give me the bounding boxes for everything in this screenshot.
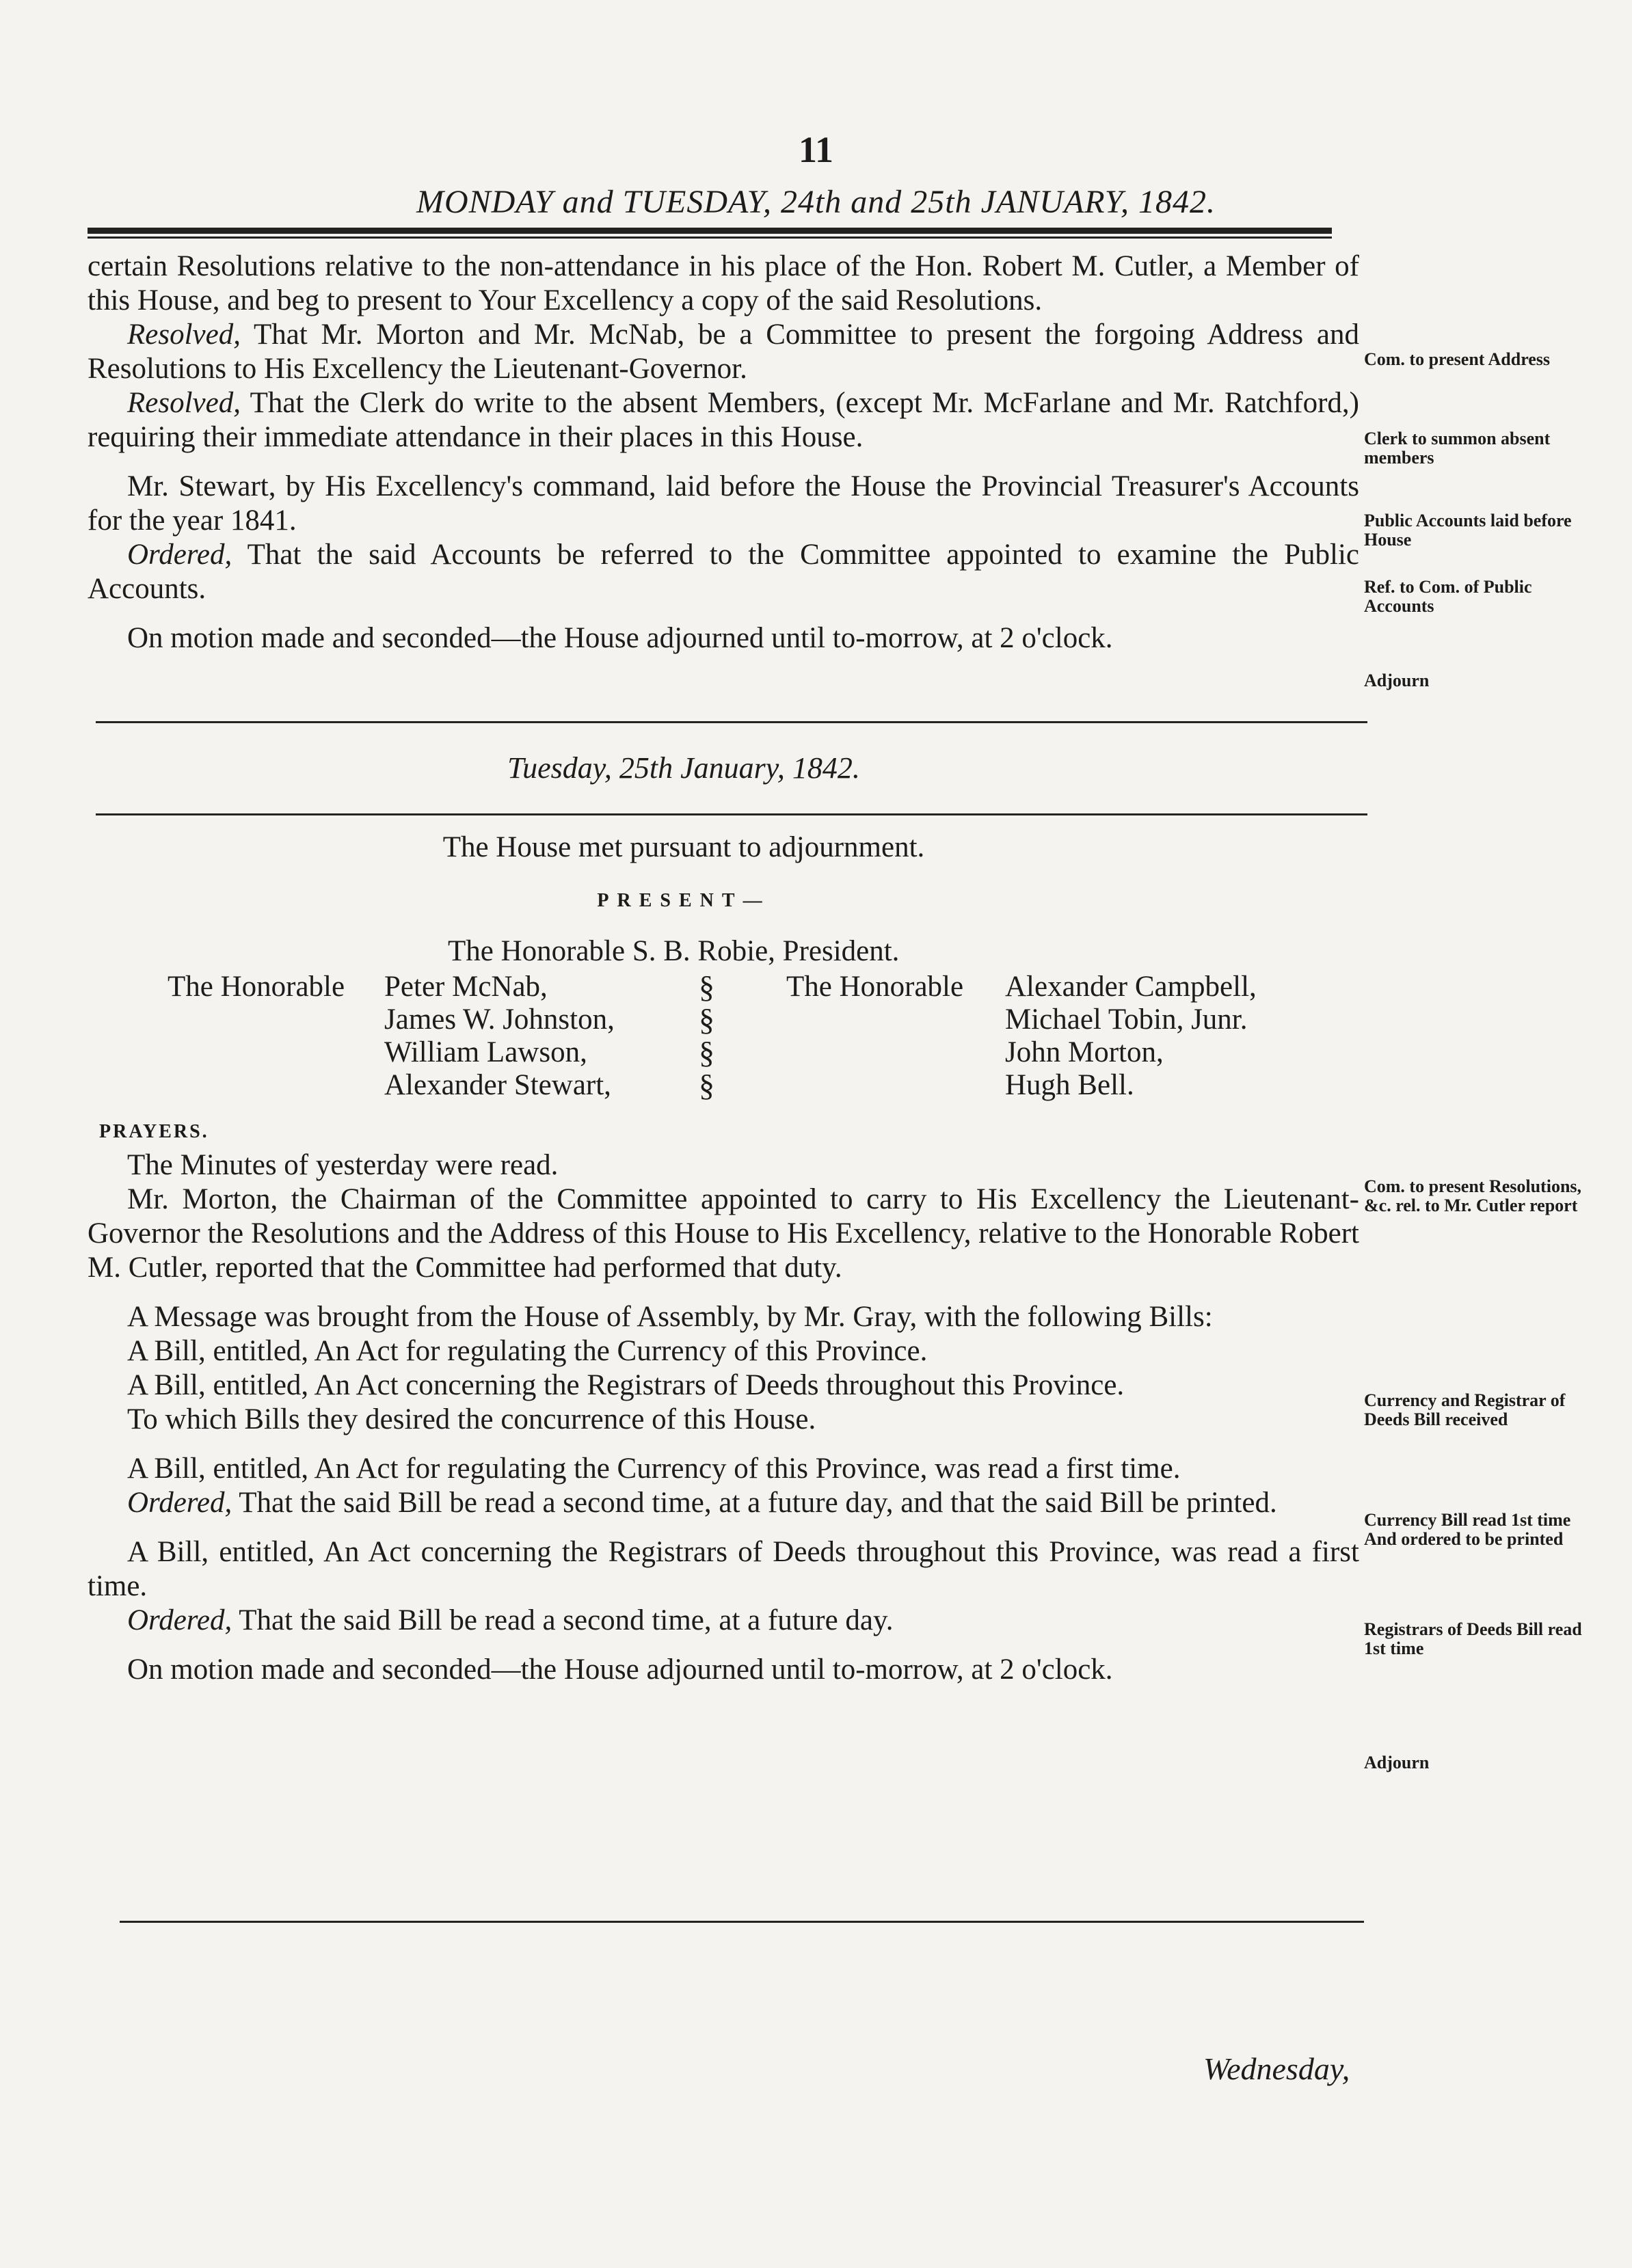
- margin-note-bills-received: Currency and Registrar of Deeds Bill received: [1364, 1390, 1566, 1429]
- tuesday-proceedings: [88, 1148, 1359, 1687]
- member-name: William Lawson,: [384, 1036, 587, 1068]
- president-line: The Honorable S. B. Robie, President.: [448, 935, 900, 967]
- member-name: James W. Johnston,: [384, 1003, 615, 1036]
- ordered-label: Ordered,: [127, 1604, 232, 1636]
- morton-report: Mr. Morton, the Chairman of the Committee appointed to carry to His Excellency the Lieutenant-Governor the Resolutions and the Address of this House to His Excellency, relative to the Honorable Robert M. Cutler, reported that the Committee had performed that duty.: [88, 1183, 1359, 1284]
- resolved-committee: [88, 318, 1359, 386]
- treasurer-accounts: Mr. Stewart, by His Excellency's command, laid before the House the Provincial Treasurer's Accounts for the year 1841.: [88, 470, 1359, 537]
- section-rule: [96, 813, 1367, 815]
- resolved-label: Resolved,: [127, 387, 241, 419]
- registrars-ordered: [88, 1604, 1359, 1638]
- currency-first-reading: A Bill, entitled, An Act for regulating the Currency of this Province, was read a first time.: [127, 1453, 1181, 1485]
- registrars-first-reading: A Bill, entitled, An Act concerning the Registrars of Deeds throughout this Province, was read a first time.: [88, 1536, 1359, 1602]
- house-met: The House met pursuant to adjournment.: [442, 831, 925, 863]
- catchword: Wednesday,: [1203, 2051, 1350, 2086]
- margin-note-adjourn: Adjourn: [1364, 671, 1430, 690]
- tuesday-date: Tuesday, 25th January, 1842.: [507, 751, 860, 785]
- monday-adjourn: On motion made and seconded—the House adjourned until to-morrow, at 2 o'clock.: [127, 622, 1113, 654]
- ordered-accounts: [88, 538, 1359, 606]
- present-heading: PRESENT—: [597, 890, 771, 911]
- resolved-clerk: [88, 386, 1359, 455]
- margin-note-clerk-summon: Clerk to summon absent members: [1364, 429, 1551, 468]
- message-from-assembly: A Message was brought from the House of Assembly, by Mr. Gray, with the following Bills:: [127, 1301, 1213, 1333]
- section-mark: §: [699, 1035, 714, 1070]
- ordered-label: Ordered,: [127, 1487, 232, 1519]
- ordered-label: Ordered,: [127, 539, 232, 571]
- currency-ordered-text: That the said Bill be read a second time, at a future day, and that the said Bill be printed.: [239, 1487, 1277, 1519]
- tuesday-date-heading: [0, 751, 1367, 785]
- minutes-read: The Minutes of yesterday were read.: [127, 1149, 559, 1181]
- margin-note-com-present-address: Com. to present Address: [1364, 349, 1551, 369]
- margin-note-currency-read: Currency Bill read 1st time And ordered to be printed: [1364, 1510, 1571, 1549]
- margin-note-ref-com: Ref. to Com. of Public Accounts: [1364, 577, 1532, 616]
- bill-currency: A Bill, entitled, An Act for regulating the Currency of this Province.: [127, 1335, 928, 1367]
- resolved-label: Resolved,: [127, 319, 241, 351]
- section-rule: [96, 721, 1367, 723]
- prayers-heading: PRAYERS.: [99, 1121, 209, 1142]
- section-mark: §: [699, 969, 714, 1004]
- member-name: Alexander Campbell,: [1005, 971, 1257, 1003]
- member-name: Peter McNab,: [384, 971, 548, 1003]
- resolved-committee-text: That Mr. Morton and Mr. McNab, be a Committee to present the forgoing Address and Resolutions to His Excellency the Lieutenant-Governor.: [88, 319, 1359, 385]
- running-head: MONDAY and TUESDAY, 24th and 25th JANUARY, 1842.: [416, 184, 1216, 220]
- margin-note-public-accounts: Public Accounts laid before House: [1364, 511, 1572, 550]
- page-number: 11: [798, 129, 834, 170]
- header-rule: [88, 228, 1332, 234]
- members-left: [384, 971, 615, 1102]
- section-mark: §: [699, 1068, 714, 1103]
- member-name: Hugh Bell.: [1005, 1069, 1134, 1101]
- margin-note-adjourn: Adjourn: [1364, 1753, 1430, 1772]
- currency-ordered: [88, 1486, 1359, 1520]
- member-name: Michael Tobin, Junr.: [1005, 1003, 1248, 1036]
- honorable-right: The Honorable: [786, 971, 964, 1003]
- members-right: [1005, 971, 1257, 1102]
- monday-proceedings: [88, 249, 1359, 656]
- header-rule-thin: [88, 237, 1332, 239]
- section-marks: [699, 971, 714, 1102]
- member-name: Alexander Stewart,: [384, 1069, 611, 1101]
- registrars-ordered-text: That the said Bill be read a second time, at a future day.: [239, 1604, 894, 1636]
- resolutions-paragraph: certain Resolutions relative to the non-attendance in his place of the Hon. Robert M. Cutler, a Member of this House, and beg to present to Your Excellency a copy of the said Resolutions.: [88, 250, 1359, 316]
- tuesday-adjourn: On motion made and seconded—the House adjourned until to-morrow, at 2 o'clock.: [127, 1653, 1113, 1686]
- footer-rule: [120, 1921, 1364, 1923]
- margin-note-registrars-read: Registrars of Deeds Bill read 1st time: [1364, 1619, 1582, 1658]
- bill-registrars: A Bill, entitled, An Act concerning the Registrars of Deeds throughout this Province.: [127, 1369, 1125, 1401]
- section-mark: §: [699, 1002, 714, 1037]
- concurrence: To which Bills they desired the concurrence of this House.: [127, 1403, 816, 1435]
- honorable-left: The Honorable: [168, 971, 345, 1003]
- ordered-accounts-text: That the said Accounts be referred to the Committee appointed to examine the Public Accounts.: [88, 539, 1359, 605]
- margin-note-com-present-resolutions: Com. to present Resolutions, &c. rel. to Mr. Cutler report: [1364, 1176, 1582, 1215]
- resolved-clerk-text: That the Clerk do write to the absent Members, (except Mr. McFarlane and Mr. Ratchford,) requiring their immediate attendance in their places in this House.: [88, 387, 1359, 453]
- member-name: John Morton,: [1005, 1036, 1164, 1068]
